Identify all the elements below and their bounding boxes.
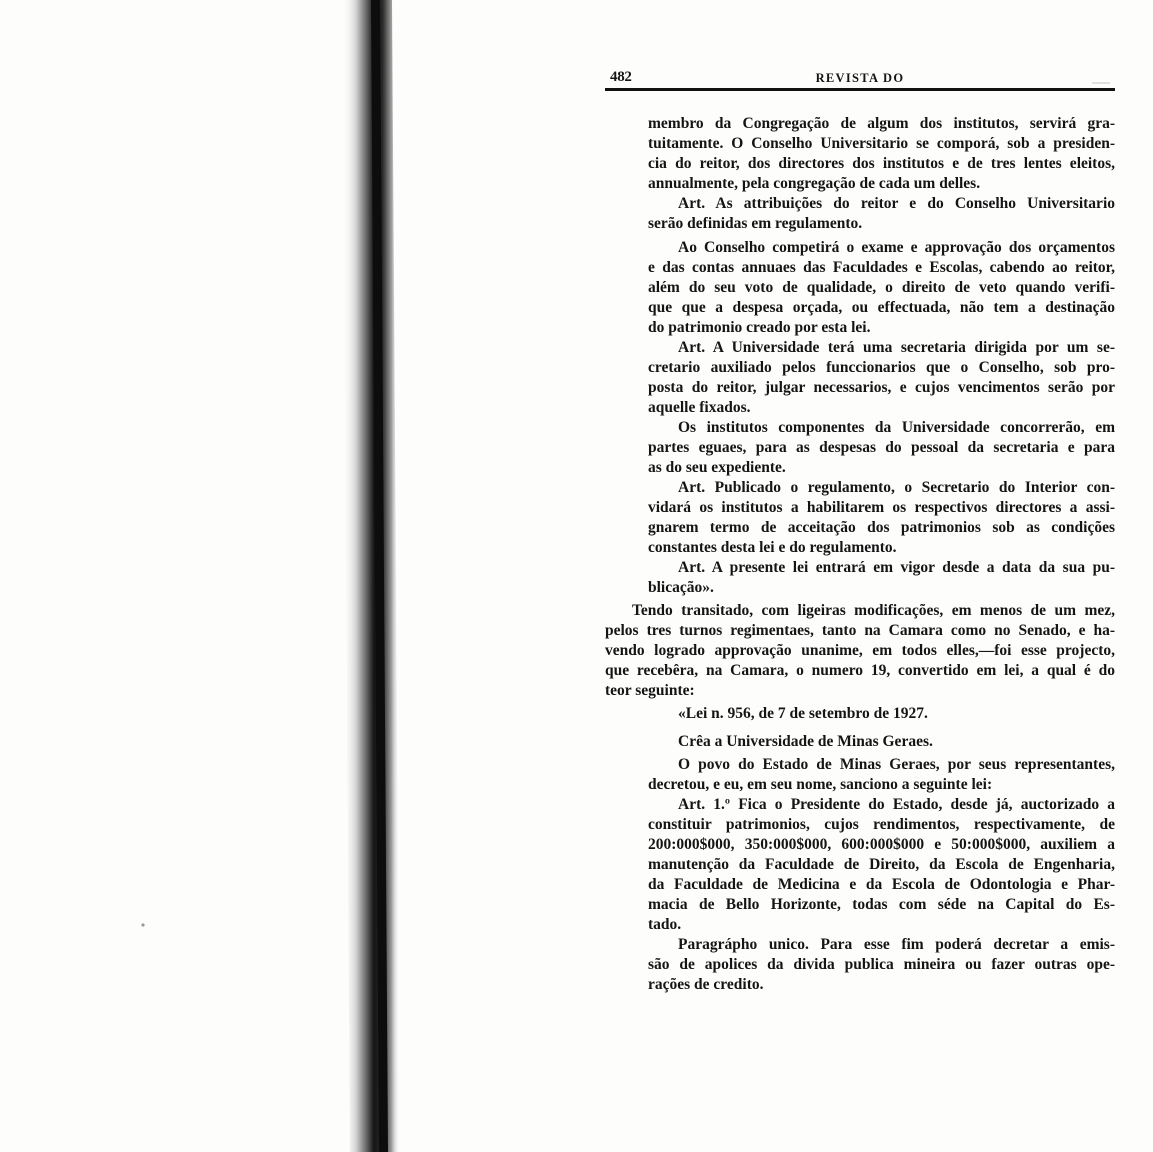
text-line: cretario auxiliado pelos funccionarios que o Conselho, sob pro- xyxy=(648,359,1115,376)
text-line: Art. A presente lei entrará em vigor desde a data da sua pu- xyxy=(678,559,1115,576)
paragraph xyxy=(648,795,1115,935)
text-line: da Faculdade de Medicina e da Escola de Odontologia e Phar- xyxy=(648,876,1115,893)
text-line: Paragrápho unico. Para esse fim poderá decretar a emis- xyxy=(678,936,1115,953)
page-number: 482 xyxy=(610,69,632,85)
text-line: são de apolices da divida publica mineira ou fazer outras ope- xyxy=(648,956,1115,973)
paragraph xyxy=(605,601,1115,701)
text-line: Art. A Universidade terá uma secretaria dirigida por um se- xyxy=(678,339,1115,356)
text-line: decretou, e eu, em seu nome, sanciono a seguinte lei: xyxy=(648,776,993,793)
scan-speck xyxy=(141,923,144,926)
text-line: Art. As attribuições do reitor e do Conselho Universitario xyxy=(678,195,1115,212)
paragraph xyxy=(648,194,1115,234)
text-line: pelos tres turnos regimentaes, tanto na Camara como no Senado, e ha- xyxy=(605,622,1115,639)
text-line: Crêa a Universidade de Minas Geraes. xyxy=(678,733,933,750)
law-title xyxy=(648,704,1115,724)
text-line: além do seu voto de qualidade, o direito de veto quando verifi- xyxy=(648,279,1115,296)
text-line: manutenção da Faculdade de Direito, da Escola de Engenharia, xyxy=(648,856,1115,873)
text-line: tuitamente. O Conselho Universitario se comporá, sob a presiden- xyxy=(648,135,1115,152)
text-line: Ao Conselho competirá o exame e approvação dos orçamentos xyxy=(678,239,1115,256)
text-line: e das contas annuaes das Faculdades e Escolas, cabendo ao reitor, xyxy=(648,259,1115,276)
text-line: 200:000$000, 350:000$000, 600:000$000 e 50:000$000, auxiliem a xyxy=(648,836,1115,853)
text-line: constituir patrimonios, cujos rendimentos, respectivamente, de xyxy=(648,816,1115,833)
text-line: constantes desta lei e do regulamento. xyxy=(648,539,897,556)
text-line: blicação». xyxy=(648,579,714,596)
text-line: que que a despesa orçada, ou effectuada, não tem a destinação xyxy=(648,299,1115,316)
header-rule xyxy=(605,88,1115,91)
running-title: REVISTA DO xyxy=(815,71,905,85)
text-line: rações de credito. xyxy=(648,976,764,993)
text-line: vendo logrado approvação unanime, em todos elles,—foi esse projecto, xyxy=(605,642,1115,659)
text-line: Art. 1.º Fica o Presidente do Estado, desde já, auctorizado a xyxy=(678,796,1115,813)
page-body xyxy=(605,114,1115,995)
paragraph xyxy=(648,935,1115,995)
text-line: tado. xyxy=(648,916,682,933)
paragraph xyxy=(648,478,1115,558)
text-line: Os institutos componentes da Universidade concorrerão, em xyxy=(678,419,1115,436)
text-line: «Lei n. 956, de 7 de setembro de 1927. xyxy=(678,705,928,722)
text-line: cia do reitor, dos directores dos institutos e de tres lentes eleitos, xyxy=(648,155,1115,172)
text-line: partes eguaes, para as despesas do pessoal da secretaria e para xyxy=(648,439,1115,456)
text-line: membro da Congregação de algum dos institutos, servirá gra- xyxy=(648,115,1115,132)
text-line: aquelle fixados. xyxy=(648,399,751,416)
text-line: as do seu expediente. xyxy=(648,459,786,476)
law-subtitle xyxy=(648,732,1115,752)
gutter-halo xyxy=(342,0,400,1152)
text-line: posta do reitor, julgar necessarios, e cujos vencimentos serão por xyxy=(648,379,1115,396)
paragraph xyxy=(648,418,1115,478)
paragraph xyxy=(648,238,1115,338)
text-line: que recebêra, na Camara, o numero 19, convertido em lei, a qual é do xyxy=(605,662,1115,679)
text-line: macia de Bello Horizonte, todas com séde na Capital do Es- xyxy=(648,896,1115,913)
text-line: annualmente, pela congregação de cada um delles. xyxy=(648,175,981,192)
text-line: O povo do Estado de Minas Geraes, por seus representantes, xyxy=(678,756,1115,773)
page-header xyxy=(605,67,1115,87)
text-line: teor seguinte: xyxy=(605,682,695,699)
paragraph xyxy=(648,114,1115,194)
text-line: do patrimonio creado por esta lei. xyxy=(648,319,871,336)
text-line: Tendo transitado, com ligeiras modificações, em menos de um mez, xyxy=(632,602,1115,619)
text-line: vidará os institutos a habilitarem os respectivos directores a assi- xyxy=(648,499,1115,516)
paragraph xyxy=(648,558,1115,598)
text-line: gnarem termo de acceitação dos patrimonios sob as condições xyxy=(648,519,1115,536)
paragraph xyxy=(648,338,1115,418)
text-line: Art. Publicado o regulamento, o Secretario do Interior con- xyxy=(678,479,1115,496)
text-line: serão definidas em regulamento. xyxy=(648,215,863,232)
paragraph xyxy=(648,755,1115,795)
